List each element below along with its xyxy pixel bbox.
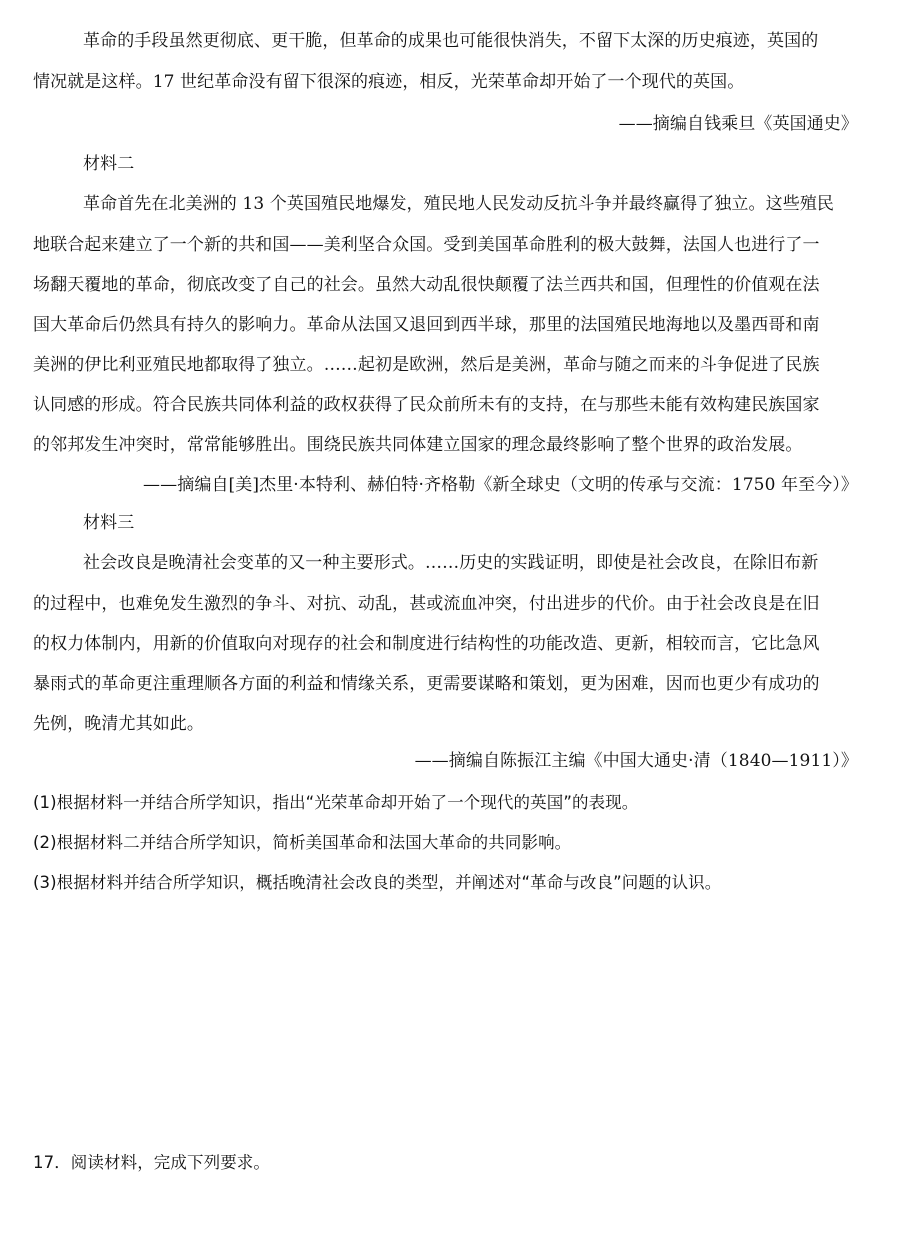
material3-line-5: 先例，晚清尤其如此。	[33, 714, 204, 734]
question-1: (1)根据材料一并结合所学知识，指出“光荣革命却开始了一个现代的英国”的表现。	[33, 793, 639, 812]
material1-source: ——摘编自钱乘旦《英国通史》	[618, 114, 858, 134]
material2-line-6: 认同感的形成。符合民族共同体利益的政权获得了民众前所未有的支持，在与那些未能有效构建民族国家	[33, 395, 820, 415]
next-question-heading: 17．阅读材料，完成下列要求。	[33, 1153, 270, 1172]
material1-line-2: 情况就是这样。17 世纪革命没有留下很深的痕迹，相反，光荣革命却开始了一个现代的英国。	[33, 72, 745, 92]
material2-heading: 材料二	[83, 154, 135, 174]
material3-heading: 材料三	[83, 513, 135, 533]
material2-line-7: 的邻邦发生冲突时，常常能够胜出。围绕民族共同体建立国家的理念最终影响了整个世界的政治发展。	[33, 435, 803, 455]
material3-line-3: 的权力体制内，用新的价值取向对现存的社会和制度进行结构性的功能改造、更新，相较而言，它比急风	[33, 634, 820, 654]
material1-line-1: 革命的手段虽然更彻底、更干脆，但革命的成果也可能很快消失，不留下太深的历史痕迹，英国的	[83, 31, 819, 51]
material2-line-1: 革命首先在北美洲的 13 个英国殖民地爆发，殖民地人民发动反抗斗争并最终赢得了独立。这些殖民	[83, 194, 835, 214]
material2-line-3: 场翻天覆地的革命，彻底改变了自己的社会。虽然大动乱很快颠覆了法兰西共和国，但理性的价值观在法	[33, 275, 820, 295]
material2-source: ——摘编自[美]杰里·本特利、赫伯特·齐格勒《新全球史（文明的传承与交流：1750 年至今）》	[143, 475, 858, 495]
material2-line-4: 国大革命后仍然具有持久的影响力。革命从法国又退回到西半球，那里的法国殖民地海地以及墨西哥和南	[33, 315, 820, 335]
material2-line-2: 地联合起来建立了一个新的共和国——美利坚合众国。受到美国革命胜利的极大鼓舞，法国人也进行了一	[33, 235, 820, 255]
material3-source: ——摘编自陈振江主编《中国大通史·清（1840—1911）》	[414, 751, 858, 771]
question-3: (3)根据材料并结合所学知识，概括晚清社会改良的类型，并阐述对“革命与改良”问题的认识。	[33, 873, 722, 892]
material2-line-5: 美洲的伊比利亚殖民地都取得了独立。……起初是欧洲，然后是美洲，革命与随之而来的斗争促进了民族	[33, 355, 820, 375]
material3-line-2: 的过程中，也难免发生激烈的争斗、对抗、动乱，甚或流血冲突，付出进步的代价。由于社会改良是在旧	[33, 594, 820, 614]
material3-line-4: 暴雨式的革命更注重理顺各方面的利益和情缘关系，更需要谋略和策划，更为困难，因而也更少有成功的	[33, 674, 820, 694]
material3-line-1: 社会改良是晚清社会变革的又一种主要形式。……历史的实践证明，即使是社会改良，在除旧布新	[83, 553, 819, 573]
question-2: (2)根据材料二并结合所学知识，简析美国革命和法国大革命的共同影响。	[33, 833, 572, 852]
